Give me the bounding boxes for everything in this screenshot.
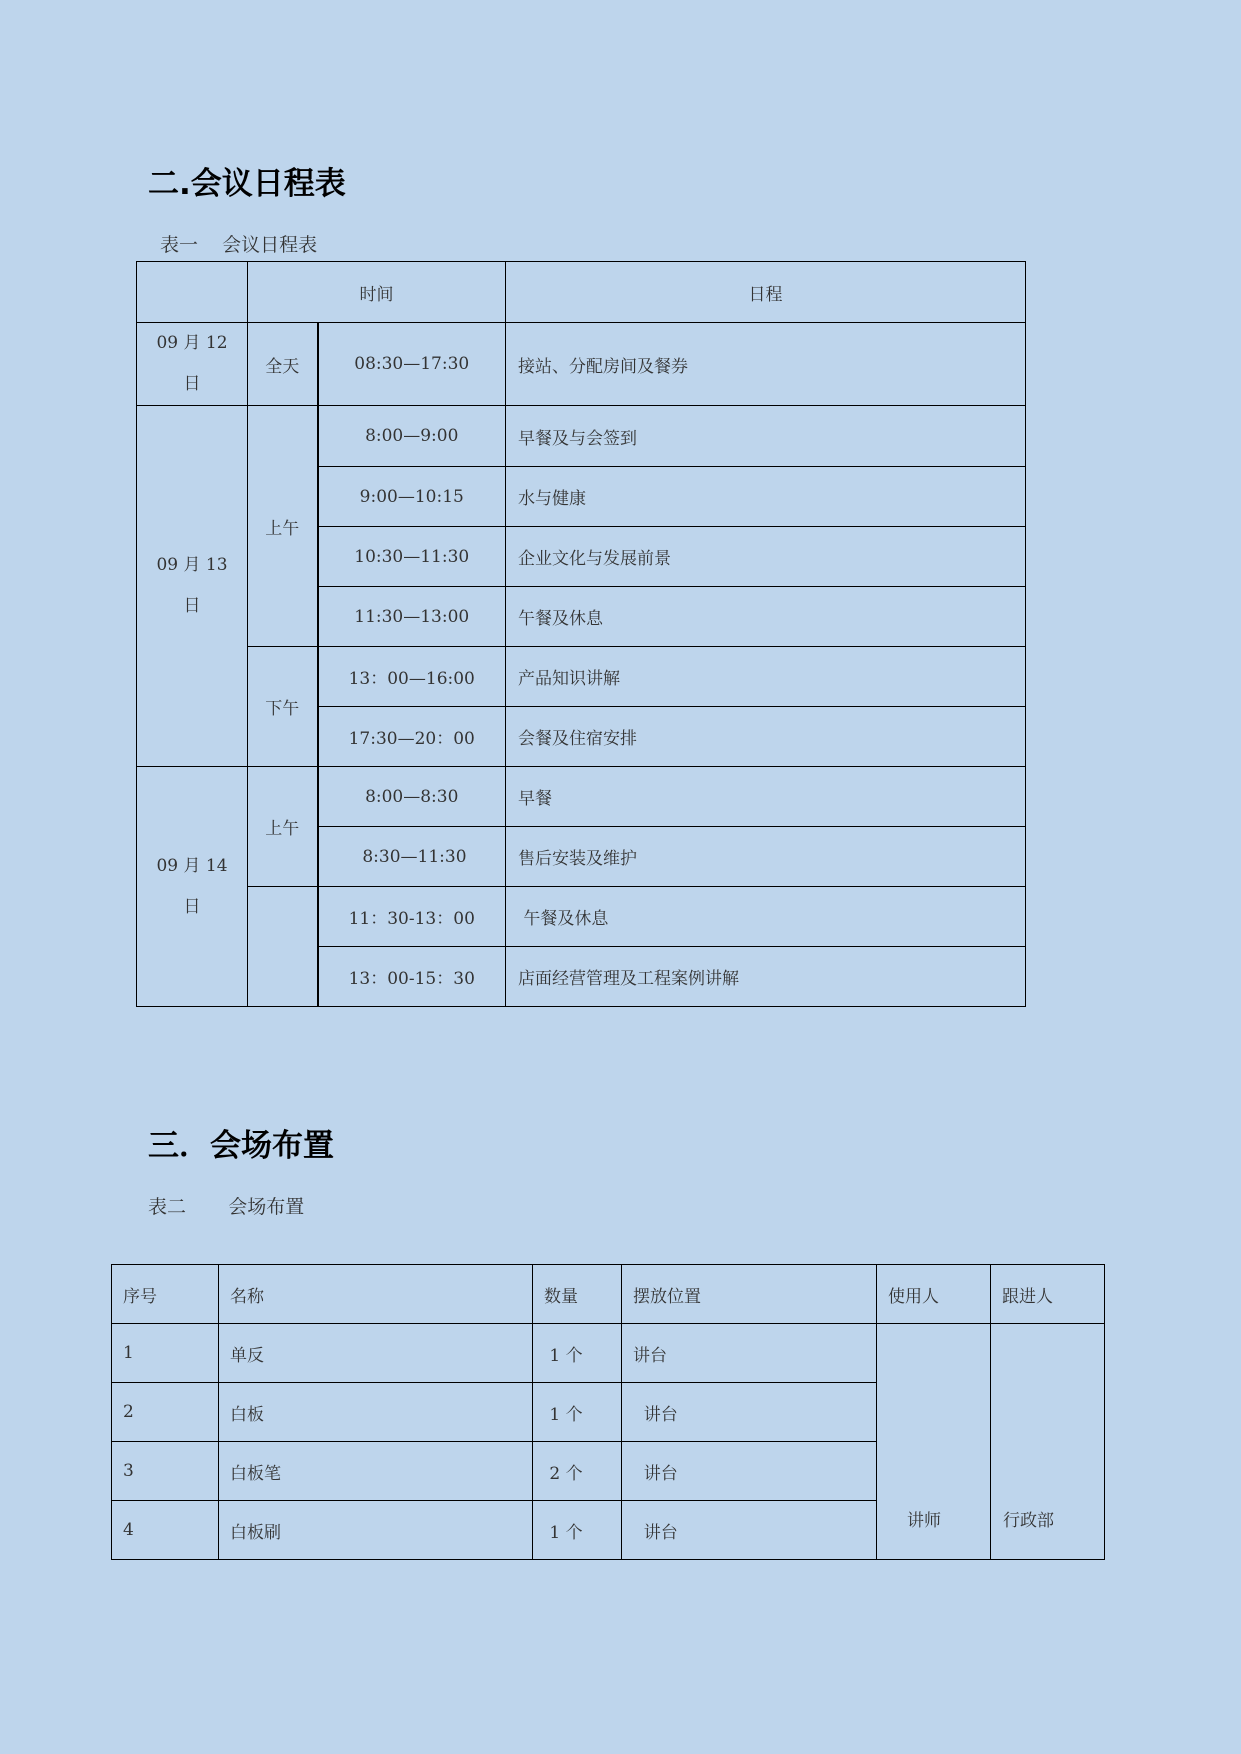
time-cell: 13：00-15：30 [318, 947, 506, 1007]
row-name: 白板笔 [219, 1442, 533, 1501]
follower-cell: 行政部 [991, 1324, 1105, 1560]
table-header-row [112, 1265, 1105, 1324]
period-cell [248, 887, 318, 1007]
period-cell: 下午 [248, 647, 318, 767]
schedule-item: 售后安装及维护 [506, 827, 1026, 887]
schedule-item: 午餐及休息 [506, 587, 1026, 647]
row-place: 讲台 [622, 1501, 877, 1560]
time-cell: 8:30—11:30 [318, 827, 506, 887]
date-cell: 09 月 13 日 [137, 406, 248, 767]
table-header-row [137, 262, 1026, 323]
row-place: 讲台 [622, 1442, 877, 1501]
schedule-item: 早餐 [506, 767, 1026, 827]
row-qty: 2 个 [533, 1442, 622, 1501]
table-row [137, 887, 1026, 947]
row-no: 4 [112, 1501, 219, 1560]
table2-caption: 表二 会场布置 [148, 1196, 305, 1218]
header-time: 时间 [248, 262, 506, 323]
table-row [137, 406, 1026, 467]
row-qty: 1 个 [533, 1501, 622, 1560]
table-row [137, 767, 1026, 827]
time-cell: 10:30—11:30 [318, 527, 506, 587]
col-header-place: 摆放位置 [622, 1265, 877, 1324]
time-cell: 17:30—20：00 [318, 707, 506, 767]
header-schedule: 日程 [506, 262, 1026, 323]
date-cell: 09 月 14 日 [137, 767, 248, 1007]
col-header-user: 使用人 [877, 1265, 991, 1324]
col-header-name: 名称 [219, 1265, 533, 1324]
schedule-item: 水与健康 [506, 467, 1026, 527]
period-cell: 全天 [248, 323, 318, 406]
time-cell: 8:00—9:00 [318, 406, 506, 467]
schedule-item: 会餐及住宿安排 [506, 707, 1026, 767]
section2-heading: 二.会议日程表 [148, 166, 346, 202]
table-row [137, 323, 1026, 406]
section3-heading: 三．会场布置 [148, 1128, 334, 1164]
schedule-table [136, 261, 1026, 1007]
row-place: 讲台 [622, 1383, 877, 1442]
time-cell: 13：00—16:00 [318, 647, 506, 707]
period-cell: 上午 [248, 406, 318, 647]
row-name: 单反 [219, 1324, 533, 1383]
row-no: 2 [112, 1383, 219, 1442]
table-row [137, 647, 1026, 707]
row-name: 白板 [219, 1383, 533, 1442]
row-no: 3 [112, 1442, 219, 1501]
schedule-item: 产品知识讲解 [506, 647, 1026, 707]
row-no: 1 [112, 1324, 219, 1383]
col-header-qty: 数量 [533, 1265, 622, 1324]
col-header-follower: 跟进人 [991, 1265, 1105, 1324]
time-cell: 08:30—17:30 [318, 323, 506, 406]
schedule-item: 企业文化与发展前景 [506, 527, 1026, 587]
table-row [112, 1324, 1105, 1383]
row-name: 白板刷 [219, 1501, 533, 1560]
table1-caption: 表一 会议日程表 [160, 234, 318, 256]
row-qty: 1 个 [533, 1383, 622, 1442]
schedule-item: 店面经营管理及工程案例讲解 [506, 947, 1026, 1007]
schedule-item: 接站、分配房间及餐券 [506, 323, 1026, 406]
row-place: 讲台 [622, 1324, 877, 1383]
date-cell: 09 月 12 日 [137, 323, 248, 406]
user-cell: 讲师 [877, 1324, 991, 1560]
col-header-no: 序号 [112, 1265, 219, 1324]
time-cell: 11:30—13:00 [318, 587, 506, 647]
venue-table [111, 1264, 1105, 1560]
period-cell: 上午 [248, 767, 318, 887]
time-cell: 8:00—8:30 [318, 767, 506, 827]
header-corner [137, 262, 248, 323]
time-cell: 9:00—10:15 [318, 467, 506, 527]
schedule-item: 早餐及与会签到 [506, 406, 1026, 467]
schedule-item: 午餐及休息 [506, 887, 1026, 947]
time-cell: 11：30-13：00 [318, 887, 506, 947]
row-qty: 1 个 [533, 1324, 622, 1383]
